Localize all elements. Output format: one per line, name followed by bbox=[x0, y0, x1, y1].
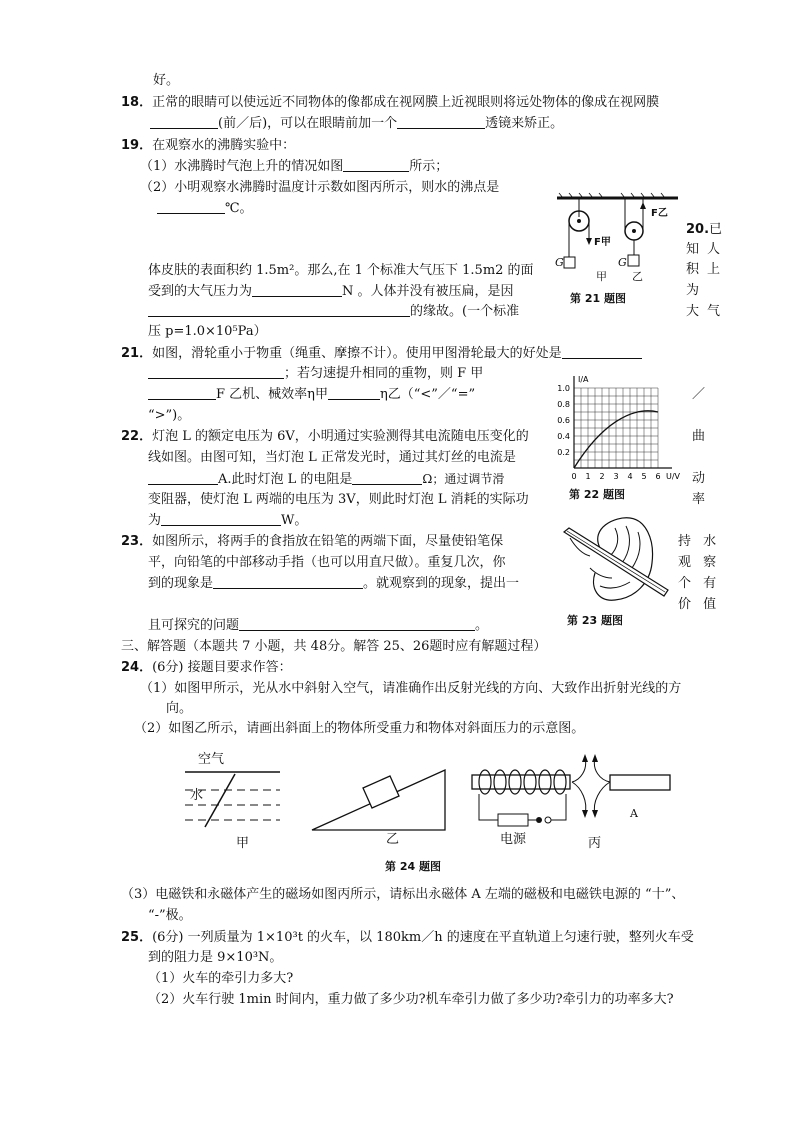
q24-line4: （2）如图乙所示，请画出斜面上的物体所受重力和物体对斜面压力的示意图。 bbox=[134, 721, 585, 736]
force-label-yi: F乙 bbox=[651, 208, 668, 219]
q23-line2: 平，向铅笔的中部移动手指（也可以用直尺做）。重复几次，你 bbox=[148, 555, 506, 570]
iu-chart bbox=[548, 365, 681, 485]
x-tick-label: 6 bbox=[655, 472, 661, 481]
section-3-heading: 三、解答题（本题共 7 小题，共 48分。解答 25、26题时应有解题过程） bbox=[121, 639, 547, 654]
q21-line4: “>”)。 bbox=[148, 408, 191, 423]
figure-22-caption: 第 22 题图 bbox=[569, 488, 625, 501]
answer-blank[interactable] bbox=[252, 284, 342, 297]
label-jia: 甲 bbox=[596, 270, 607, 283]
answer-blank[interactable] bbox=[213, 576, 363, 589]
x-tick-label: 2 bbox=[599, 472, 605, 481]
figure-24-caption: 第 24 题图 bbox=[385, 860, 441, 873]
figure-23-caption: 第 23 题图 bbox=[567, 614, 623, 627]
y-tick-label: 0.8 bbox=[557, 400, 570, 409]
y-tick-label: 0.4 bbox=[557, 432, 570, 441]
answer-blank[interactable] bbox=[343, 159, 409, 172]
q22-side2: 动 bbox=[692, 471, 706, 486]
q21-line2: ；若匀速提升相同的重物，则 F 甲 bbox=[148, 366, 483, 382]
label-water: 水 bbox=[190, 788, 204, 803]
q18-number: 18． bbox=[121, 95, 153, 110]
q22-line2: 线如图。由图可知，当灯泡 L 正常发光时，通过其灯丝的电流是 bbox=[148, 450, 516, 465]
answer-blank[interactable] bbox=[397, 116, 485, 129]
x-tick-label: 3 bbox=[613, 472, 619, 481]
q19-number: 19． bbox=[121, 138, 153, 153]
hand-pencil-figure bbox=[560, 508, 670, 608]
q20-line3: 的缘故。(一个标准 bbox=[148, 304, 519, 320]
q22-line4: 变阻器，使灯泡 L 两端的电压为 3V，则此时灯泡 L 消耗的实际功 bbox=[148, 492, 529, 507]
answer-blank[interactable] bbox=[148, 387, 216, 400]
answer-blank[interactable] bbox=[148, 472, 218, 485]
q22-line3: A.此时灯泡 L 的电阻是 Ω；通过调节滑 bbox=[148, 471, 504, 488]
q24-line1: 24．(6分) 接题目要求作答： bbox=[121, 660, 292, 675]
q25-line4: （2）火车行驶 1min 时间内，重力做了多少功?机车牵引力做了多少功?牵引力的功率多大? bbox=[148, 992, 674, 1007]
label-jia: 甲 bbox=[236, 836, 250, 851]
q21-line1: 21．如图，滑轮重小于物重（绳重、摩擦不计）。使用甲图滑轮最大的好处是 bbox=[121, 346, 642, 362]
y-tick-label: 1.0 bbox=[557, 384, 570, 393]
q20-line4: 压 p=1.0×10⁵Pa） bbox=[148, 324, 267, 339]
answer-blank[interactable] bbox=[148, 304, 410, 317]
q25-line3: （1）火车的牵引力多大? bbox=[148, 971, 294, 986]
q23-side1: 持 水 bbox=[678, 534, 721, 549]
q23-side4: 价 值 bbox=[678, 597, 721, 612]
q19-line4: ℃。 bbox=[157, 201, 253, 217]
label-bing: 丙 bbox=[588, 836, 602, 851]
answer-blank[interactable] bbox=[161, 513, 281, 526]
answer-blank[interactable] bbox=[328, 387, 380, 400]
answer-blank[interactable] bbox=[148, 366, 284, 379]
y-tick-label: 0.2 bbox=[557, 448, 570, 457]
q25-line2: 到的阻力是 9×10³N。 bbox=[148, 950, 283, 965]
q20-side2: 知人 bbox=[686, 242, 729, 257]
q24-line3: 向。 bbox=[166, 701, 193, 716]
answer-blank[interactable] bbox=[562, 346, 642, 359]
q20-side1: 20.已 bbox=[686, 222, 723, 237]
figure-21-caption: 第 21 题图 bbox=[570, 292, 626, 305]
answer-blank[interactable] bbox=[150, 116, 218, 129]
q24-line2: （1）如图甲所示，光从水中斜射入空气，请准确作出反射光线的方向、大致作出折射光线的方 bbox=[140, 681, 682, 696]
x-tick-label: 0 bbox=[571, 472, 577, 481]
x-tick-label: 5 bbox=[641, 472, 647, 481]
q19-line3: （2）小明观察水沸腾时温度计示数如图丙所示，则水的沸点是 bbox=[140, 180, 500, 195]
q22-line1: 22．灯泡 L 的额定电压为 6V，小明通过实验测得其电流随电压变化的 bbox=[121, 429, 529, 444]
label-power-source: 电源 bbox=[500, 832, 527, 847]
q18-line1: 18．正常的眼睛可以使远近不同物体的像都成在视网膜上近视眼则将远处物体的像成在视网膜 bbox=[121, 95, 660, 110]
q20-line1: 体皮肤的表面积约 1.5m²。那么,在 1 个标准大气压下 1.5m2 的面 bbox=[148, 263, 534, 278]
answer-blank[interactable] bbox=[239, 618, 475, 631]
answer-blank[interactable] bbox=[157, 201, 225, 214]
weight-label: G bbox=[618, 256, 627, 269]
q23-line3: 到的现象是 。就观察到的现象，提出一 bbox=[148, 576, 520, 591]
y-tick-label: 0.6 bbox=[557, 416, 570, 425]
x-axis-label: U/V bbox=[666, 472, 681, 481]
x-tick-label: 1 bbox=[585, 472, 591, 481]
q23-line1: 23．如图所示，将两手的食指放在铅笔的两端下面，尽量使铅笔保 bbox=[121, 534, 504, 549]
q20-side4: 为 bbox=[686, 283, 700, 298]
q22-line5: 为 W。 bbox=[148, 513, 308, 528]
magnet-a-label: A bbox=[630, 807, 638, 820]
q23-side2: 观 察 bbox=[678, 555, 721, 570]
label-yi: 乙 bbox=[386, 832, 400, 847]
q17-tail: 好。 bbox=[153, 73, 180, 88]
figure-24 bbox=[180, 750, 740, 850]
q23-side3: 个 有 bbox=[678, 576, 721, 591]
q20-side3: 积上 bbox=[686, 262, 729, 277]
q22-side3: 率 bbox=[692, 492, 706, 507]
q19-line1: 19．在观察水的沸腾实验中： bbox=[121, 138, 296, 153]
x-tick-label: 4 bbox=[627, 472, 633, 481]
q22-side1: 曲 bbox=[692, 429, 706, 444]
q19-line2: （1）水沸腾时气泡上升的情况如图 所示； bbox=[140, 159, 449, 174]
q24-3-line2: “-”极。 bbox=[148, 908, 192, 923]
label-yi: 乙 bbox=[632, 270, 643, 283]
q24-3-line1: （3）电磁铁和永磁体产生的磁场如图丙所示，请标出永磁体 A 左端的磁极和电磁铁电源的 “十”、 bbox=[121, 887, 685, 902]
answer-blank[interactable] bbox=[352, 472, 422, 485]
weight-label: G bbox=[555, 256, 564, 269]
y-axis-label: I/A bbox=[578, 375, 589, 384]
q21-line3: F 乙机、械效率η甲 η乙（“<”／“=” bbox=[148, 387, 475, 403]
force-label-jia: F甲 bbox=[594, 237, 611, 248]
q25-line1: 25．(6分) 一列质量为 1×10³t 的火车，以 180km／h 的速度在平直轨道上匀速行驶，整列火车受 bbox=[121, 930, 694, 945]
q18-line2: (前／后)，可以在眼睛前加一个 透镜来矫正。 bbox=[150, 116, 563, 132]
q20-side5: 大气 bbox=[686, 304, 729, 319]
q23-line4: 且可探究的问题 。 bbox=[148, 618, 489, 633]
label-air: 空气 bbox=[198, 752, 225, 767]
q21-slash: ／ bbox=[692, 387, 706, 402]
q20-line2: 受到的大气压力为 N 。人体并没有被压扁，是因 bbox=[148, 284, 514, 299]
